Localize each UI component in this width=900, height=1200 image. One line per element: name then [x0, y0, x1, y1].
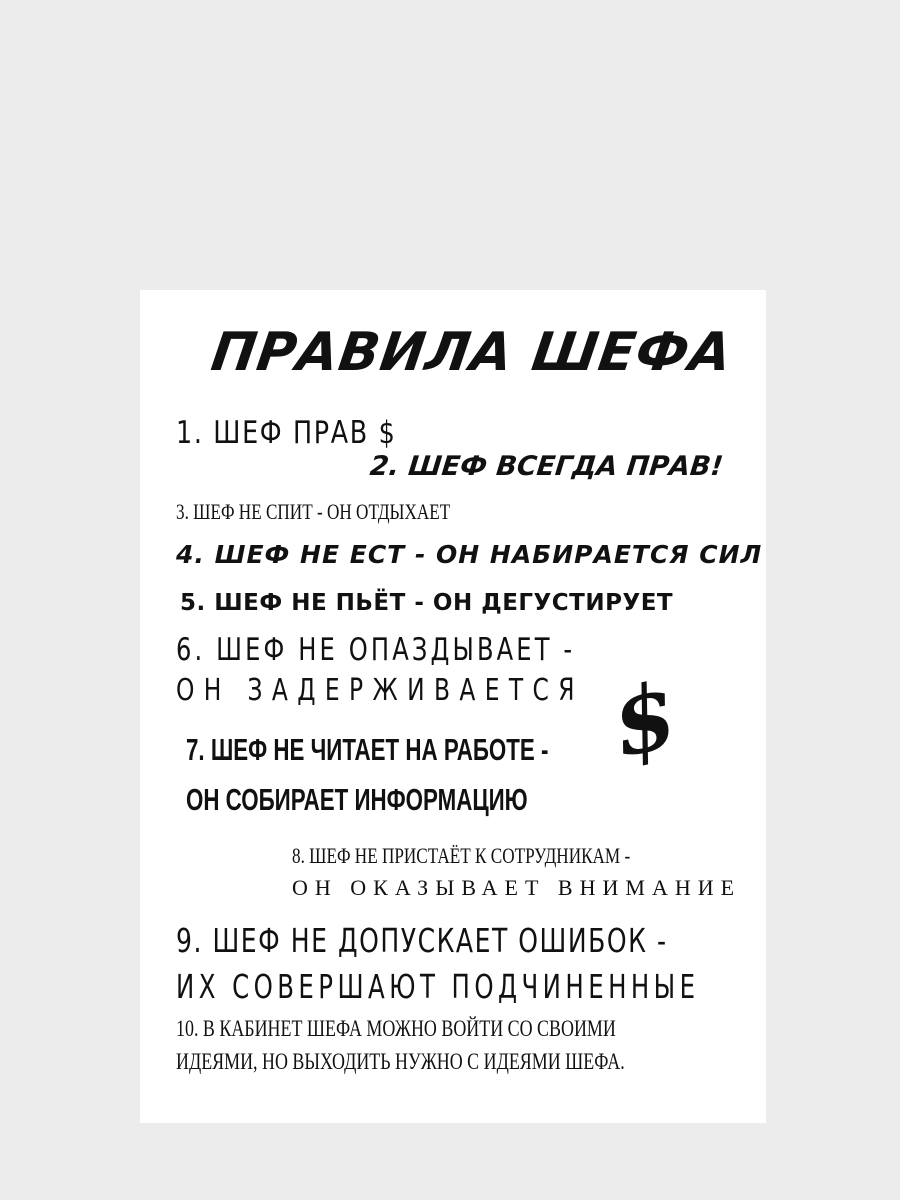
rule-8-line-2: ОН ОКАЗЫВАЕТ ВНИМАНИЕ — [292, 875, 742, 900]
rule-9-line-1: 9. ШЕФ НЕ ДОПУСКАЕТ ОШИБОК - — [176, 921, 668, 960]
dollar-sign-icon: $ — [602, 661, 686, 779]
rule-10-line-1: 10. В КАБИНЕТ ШЕФА МОЖНО ВОЙТИ СО СВОИМИ — [176, 1016, 616, 1041]
rule-6-line-1: 6. ШЕФ НЕ ОПАЗДЫВАЕТ - — [176, 632, 576, 668]
rule-9-line-2: ИХ СОВЕРШАЮТ ПОДЧИНЕННЫЕ — [176, 967, 700, 1006]
rule-4: 4. ШЕФ НЕ ЕСТ - ОН НАБИРАЕТСЯ СИЛ — [176, 540, 763, 569]
poster — [140, 290, 766, 1123]
rule-8-line-1: 8. ШЕФ НЕ ПРИСТАЁТ К СОТРУДНИКАМ - — [292, 843, 631, 868]
rule-7-line-1: 7. ШЕФ НЕ ЧИТАЕТ НА РАБОТЕ - — [186, 732, 549, 767]
rule-6-line-2: ОН ЗАДЕРЖИВАЕТСЯ — [176, 673, 584, 708]
poster-title: ПРАВИЛА ШЕФА — [207, 322, 737, 383]
rule-2: 2. ШЕФ ВСЕГДА ПРАВ! — [368, 451, 725, 482]
rule-10-line-2: ИДЕЯМИ, НО ВЫХОДИТЬ НУЖНО С ИДЕЯМИ ШЕФА. — [176, 1049, 625, 1074]
rule-3: 3. ШЕФ НЕ СПИТ - ОН ОТДЫХАЕТ — [176, 499, 451, 524]
rule-7-line-2: ОН СОБИРАЕТ ИНФОРМАЦИЮ — [186, 782, 528, 817]
rule-5: 5. ШЕФ НЕ ПЬЁТ - ОН ДЕГУСТИРУЕТ — [180, 590, 674, 616]
rule-1: 1. ШЕФ ПРАВ $ — [176, 415, 397, 451]
